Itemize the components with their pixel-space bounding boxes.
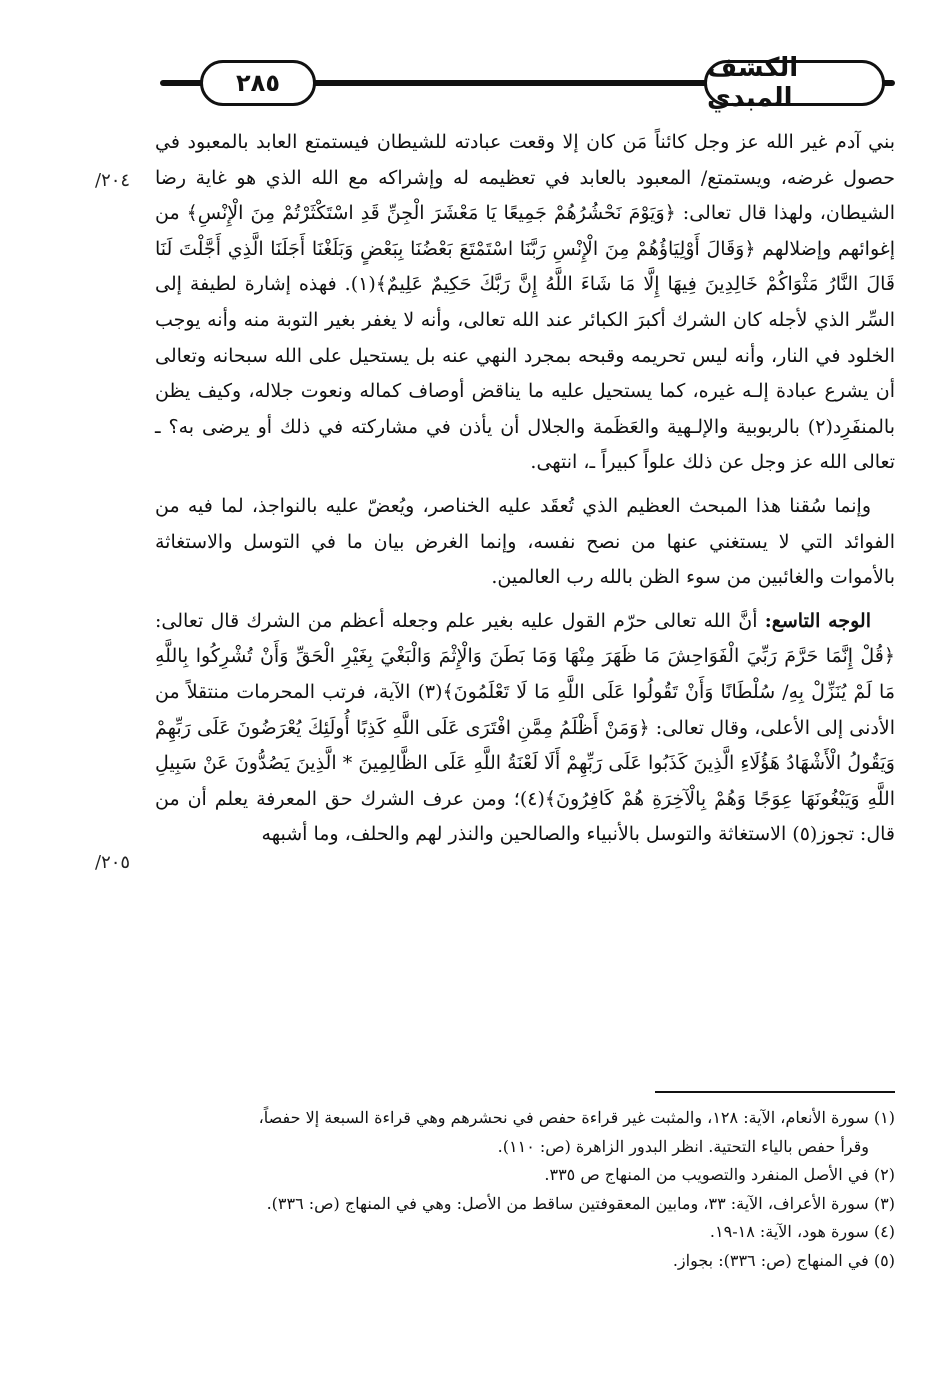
paragraph [155, 604, 895, 853]
footnote-separator [655, 1091, 895, 1093]
section-heading: الوجه التاسع: [764, 609, 871, 632]
paragraph: بني آدم غير الله عز وجل كائناً مَن كان إلا وقعت عبادته للشيطان فيستمتع العابد بالمعبود في حصول غرضه، ويستمتع/ المعبود بالعابد في تعظيمه له وإشراكه مع الله الذي هو غاية رضا الشيطان، ولهذا قال تعالى: ﴿وَيَوْمَ نَحْشُرُهُمْ جَمِيعًا يَا مَعْشَرَ الْجِنِّ قَدِ اسْتَكْثَرْتُمْ مِنَ الْإِنْسِ﴾ من إغوائهم وإضلالهم ﴿وَقَالَ أَوْلِيَاؤُهُمْ مِنَ الْإِنْسِ رَبَّنَا اسْتَمْتَعَ بَعْضُنَا بِبَعْضٍ وَبَلَغْنَا أَجَلَنَا الَّذِي أَجَّلْتَ لَنَا قَالَ النَّارُ مَثْوَاكُمْ خَالِدِينَ فِيهَا إِلَّا مَا شَاءَ اللَّهُ إِنَّ رَبَّكَ حَكِيمٌ عَلِيمٌ﴾(١). فهذه إشارة لطيفة إلى السِّر الذي لأجله كان الشرك أكبرَ الكبائر عند الله تعالى، وأنه لا يغفر بغير التوبة منه وأنه يوجب الخلود في النار، وأنه ليس تحريمه وقبحه بمجرد النهي عنه بل يستحيل على الله سبحانه وتعالى أن يشرع عبادة إلـه غيره، كما يستحيل عليه ما يناقض أوصاف كماله ونعوت جلاله، وكيف يظن بالمنفَرِد(٢) بالربوبية والإلـهية والعَظَمة والجلال أن يأذن في مشاركته في ذلك أو يرضى به؟ ـ تعالى الله عز وجل عن ذلك علواً كبيراً ـ، انتهى. [155, 131, 895, 474]
footnotes [155, 1104, 895, 1275]
footnote: (٢) في الأصل المنفرد والتصويب من المنهاج ص ٣٣٥. [544, 1165, 895, 1184]
footnote: (٣) سورة الأعراف، الآية: ٣٣، ومابين المعقوفتين ساقط من الأصل: وهي في المنهاج (ص: ٣٣٦). [266, 1193, 895, 1213]
page-number: ٢٨٥ [200, 60, 316, 106]
footnote: (٤) سورة هود، الآية: ١٨-١٩. [709, 1222, 895, 1241]
footnote-continuation: وقرأ حفص بالياء التحتية. انظر البدور الزاهرة (ص: ١١٠). [497, 1136, 869, 1156]
page-header [160, 53, 895, 113]
margin-reference: ٢٠٤/ [95, 170, 131, 191]
main-text [155, 125, 895, 857]
margin-reference: ٢٠٥/ [95, 852, 131, 873]
paragraph-text: أنَّ الله تعالى حرّم القول عليه بغير علم وجعله أعظم من الشرك قال تعالى: ﴿قُلْ إِنَّمَا حَرَّمَ رَبِّيَ الْفَوَاحِشَ مَا ظَهَرَ مِنْهَا وَمَا بَطَنَ وَالْإِثْمَ وَالْبَغْيَ بِغَيْرِ الْحَقِّ وَأَنْ تُشْرِكُوا بِاللَّهِ مَا لَمْ يُنَزِّلْ بِهِ/ سُلْطَانًا وَأَنْ تَقُولُوا عَلَى اللَّهِ مَا لَا تَعْلَمُونَ﴾(٣) الآية، فرتب المحرمات منتقلاً من الأدنى إلى الأعلى، وقال تعالى: ﴿وَمَنْ أَظْلَمُ مِمَّنِ افْتَرَى عَلَى اللَّهِ كَذِبًا أُولَئِكَ يُعْرَضُونَ عَلَى رَبِّهِمْ وَيَقُولُ الْأَشْهَادُ هَؤُلَاءِ الَّذِينَ كَذَبُوا عَلَى رَبِّهِمْ أَلَا لَعْنَةُ اللَّهِ عَلَى الظَّالِمِينَ * الَّذِينَ يَصُدُّونَ عَنْ سَبِيلِ اللَّهِ وَيَبْغُونَهَا عِوَجًا وَهُمْ بِالْآخِرَةِ هُمْ كَافِرُونَ﴾(٤)؛ ومن عرف الشرك حق المعرفة يعلم أن من قال: تجوز(٥) الاستغاثة والتوسل بالأنبياء والصالحين والنذر لهم والحلف، وما أشبهه [155, 609, 895, 846]
footnote: (٥) في المنهاج (ص: ٣٣٦): بجواز. [672, 1250, 895, 1270]
book-title: الكشف المبدي [704, 60, 885, 106]
footnote: (١) سورة الأنعام، الآية: ١٢٨، والمثبت غير قراءة حفص في نحشرهم وهي قراءة السبعة إلا حفصاً، [258, 1108, 895, 1127]
paragraph: وإنما سُقنا هذا المبحث العظيم الذي تُعقَد عليه الخناصر، ويُعضّ عليه بالنواجذ، لما فيه من الفوائد التي لا يستغني عنها من نصح نفسه، وإنما الغرض بيان ما في التوسل والاستغاثة بالأموات والغائبين من سوء الظن بالله رب العالمين. [155, 494, 895, 589]
